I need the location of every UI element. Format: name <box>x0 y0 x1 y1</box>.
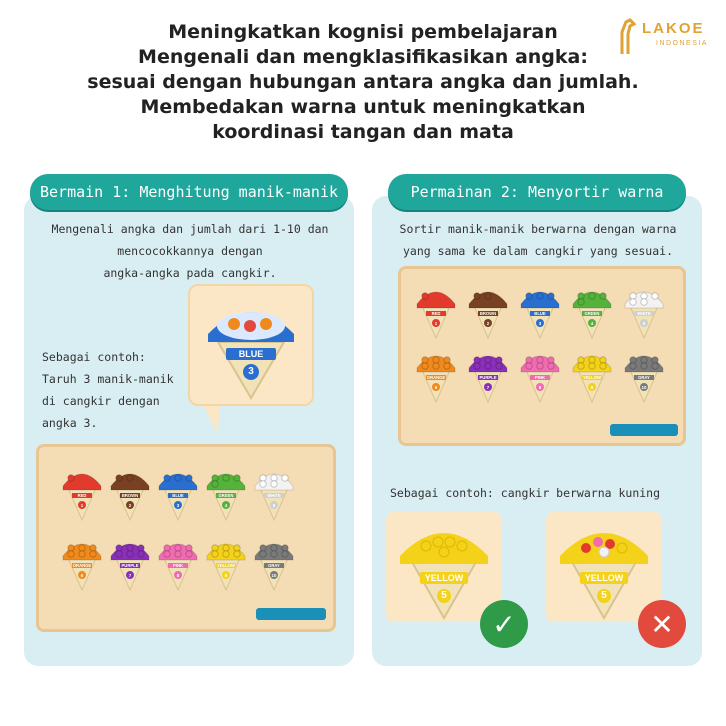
cup-white <box>622 282 666 340</box>
headline-line-5: koordinasi tangan dan mata <box>212 121 514 143</box>
wrong-card-number: 5 <box>601 590 607 601</box>
cup-label: GREEN <box>584 311 600 316</box>
checkmark-icon: ✓ <box>480 600 528 648</box>
left-slider-handle[interactable] <box>256 608 326 620</box>
game-1-description <box>40 218 340 284</box>
game-1-desc-line-3: angka-angka pada cangkir. <box>103 266 277 280</box>
cup-number: 9 <box>590 384 594 390</box>
right-board <box>398 266 686 446</box>
cup-number: 5 <box>272 502 276 508</box>
cup-blue <box>156 464 200 522</box>
correct-card-label: YELLOW <box>424 573 464 583</box>
cup-number: 6 <box>80 572 84 578</box>
cup-number: 9 <box>224 572 228 578</box>
cup-gray <box>622 346 666 404</box>
cup-label: WHITE <box>267 493 281 498</box>
cup-label: ORANGE <box>426 375 446 380</box>
cup-label: YELLOW <box>217 563 235 568</box>
cup-number: 3 <box>538 320 542 326</box>
game-2-example: Sebagai contoh: cangkir berwarna kuning <box>390 486 661 500</box>
cup-number: 8 <box>176 572 180 578</box>
zoom-bubble <box>188 284 314 406</box>
cup-number: 5 <box>642 320 646 326</box>
giraffe-icon <box>616 16 642 56</box>
cup-label: BROWN <box>121 493 139 498</box>
brand-logo <box>616 16 712 56</box>
game-2-description <box>384 218 692 262</box>
yellow-cup-correct <box>386 512 502 622</box>
correct-card-number: 5 <box>441 590 447 601</box>
tab-game-2: Permainan 2: Menyortir warna <box>388 174 686 210</box>
cup-label: GREEN <box>218 493 234 498</box>
cup-label: RED <box>77 493 87 498</box>
wrong-card-label: YELLOW <box>584 573 624 583</box>
bubble-cup-label: BLUE <box>238 349 264 359</box>
cup-number: 4 <box>224 502 228 508</box>
game-1-desc-line-1: Mengenali angka dan jumlah dari 1-10 dan <box>51 222 329 236</box>
cup-number: 10 <box>641 384 647 390</box>
cup-number: 2 <box>486 320 490 326</box>
cup-purple <box>466 346 510 404</box>
cup-gray <box>252 534 296 592</box>
game-1-example <box>42 346 182 434</box>
headline-line-2: Mengenali dan mengklasifikasikan angka: <box>138 46 588 68</box>
cup-white <box>252 464 296 522</box>
headline-line-1: Meningkatkan kognisi pembelajaran <box>168 21 558 43</box>
cup-pink <box>518 346 562 404</box>
cup-yellow <box>570 346 614 404</box>
cup-number: 8 <box>538 384 542 390</box>
cup-label: GRAY <box>268 563 280 568</box>
cup-blue <box>518 282 562 340</box>
game-1-example-line-3: di cangkir dengan <box>42 394 160 408</box>
cup-number: 4 <box>590 320 594 326</box>
game-1-example-line-2: Taruh 3 manik-manik <box>42 372 174 386</box>
cup-label: BLUE <box>172 493 184 498</box>
cup-label: ORANGE <box>72 563 92 568</box>
headline-line-4: Membedakan warna untuk meningkatkan <box>140 96 586 118</box>
cup-label: BROWN <box>479 311 497 316</box>
cup-number: 6 <box>434 384 438 390</box>
cup-number: 3 <box>176 502 180 508</box>
cup-red <box>414 282 458 340</box>
blue-cup-illustration <box>190 286 312 404</box>
cup-orange <box>60 534 104 592</box>
cup-number: 7 <box>128 572 132 578</box>
logo-subtitle: INDONESIA <box>656 40 709 47</box>
game-2-desc-line-1: Sortir manik-manik berwarna dengan warna <box>399 222 677 236</box>
left-board <box>36 444 336 632</box>
correct-example-card <box>386 512 502 622</box>
cup-red <box>60 464 104 522</box>
bubble-cup-number: 3 <box>248 366 254 377</box>
right-slider-handle[interactable] <box>610 424 678 436</box>
logo-name: LAKOE <box>642 20 705 37</box>
cross-icon: ✕ <box>638 600 686 648</box>
game-1-example-line-1: Sebagai contoh: <box>42 350 146 364</box>
cup-number: 1 <box>434 320 438 326</box>
cup-brown <box>466 282 510 340</box>
game-1-desc-line-2: mencocokkannya dengan <box>117 244 263 258</box>
cup-label: WHITE <box>637 311 651 316</box>
cup-label: GRAY <box>638 375 650 380</box>
cup-yellow <box>204 534 248 592</box>
cup-label: YELLOW <box>583 375 601 380</box>
game-1-example-line-4: angka 3. <box>42 416 98 430</box>
headline-line-3: sesuai dengan hubungan antara angka dan jumlah. <box>87 71 639 93</box>
cup-label: PINK <box>534 375 545 380</box>
cup-orange <box>414 346 458 404</box>
cup-brown <box>108 464 152 522</box>
cup-purple <box>108 534 152 592</box>
cup-green <box>570 282 614 340</box>
cup-label: RED <box>431 311 441 316</box>
game-2-desc-line-2: yang sama ke dalam cangkir yang sesuai. <box>402 244 674 258</box>
tab-game-1: Bermain 1: Menghitung manik-manik <box>30 174 348 210</box>
cup-label: PINK <box>172 563 183 568</box>
cup-green <box>204 464 248 522</box>
cup-number: 1 <box>80 502 84 508</box>
cup-number: 2 <box>128 502 132 508</box>
headline <box>40 20 686 145</box>
cup-label: PURPLE <box>479 375 497 380</box>
cup-label: BLUE <box>534 311 546 316</box>
cup-label: PURPLE <box>121 563 139 568</box>
cup-pink <box>156 534 200 592</box>
cup-number: 10 <box>271 572 277 578</box>
cup-number: 7 <box>486 384 490 390</box>
